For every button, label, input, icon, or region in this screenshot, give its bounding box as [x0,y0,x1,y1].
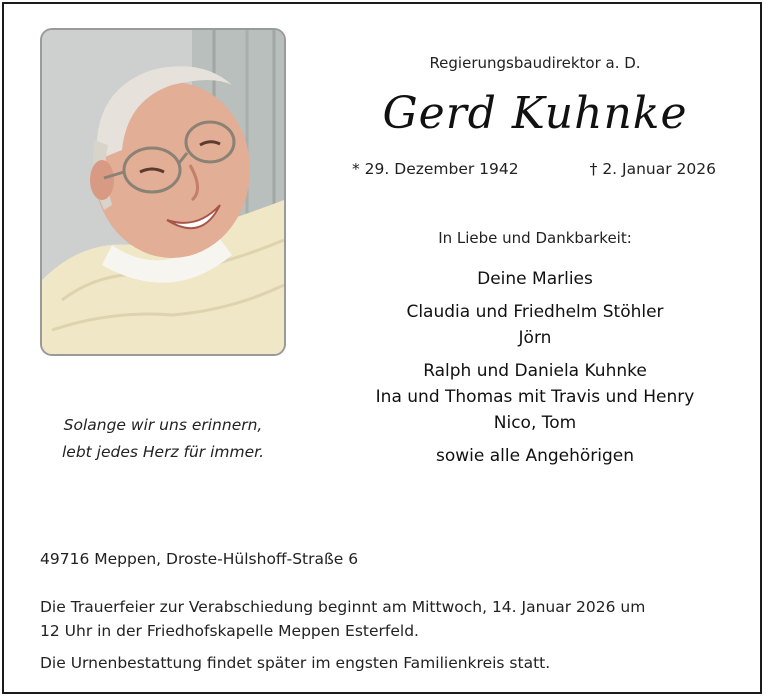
memorial-quote [20,412,306,466]
service-line: Die Trauerfeier zur Verabschiedung beginnt am Mittwoch, 14. Januar 2026 um [40,598,646,616]
service-info [40,595,740,643]
portrait-image-icon [42,30,284,354]
mourner-line: sowie alle Angehörigen [435,446,635,466]
mourners-list [330,266,740,469]
mourner-line: Deine Marlies [477,269,593,289]
birth-date: * 29. Dezember 1942 [352,160,519,178]
professional-title: Regierungsbaudirektor a. D. [429,54,641,72]
portrait-photo [40,28,286,356]
mourner-line: Nico, Tom [493,413,577,433]
mourner-line: Claudia und Friedhelm Stöhler [406,302,664,322]
mourner-line: Ina und Thomas mit Travis und Henry [375,387,695,407]
mourner-line: Jörn [518,328,552,348]
quote-line: Solange wir uns erinnern, [63,416,263,434]
mourner-line: Ralph und Daniela Kuhnke [423,361,647,381]
address: 49716 Meppen, Droste-Hülshoff-Straße 6 [40,550,359,568]
service-line: 12 Uhr in der Friedhofskapelle Meppen Esterfeld. [40,622,419,640]
burial-info: Die Urnenbestattung findet später im engsten Familienkreis statt. [40,654,551,672]
mourners-intro: In Liebe und Dankbarkeit: [438,229,632,247]
death-date: † 2. Januar 2026 [589,160,716,178]
quote-line: lebt jedes Herz für immer. [61,443,265,461]
deceased-name: Gerd Kuhnke [382,88,688,139]
